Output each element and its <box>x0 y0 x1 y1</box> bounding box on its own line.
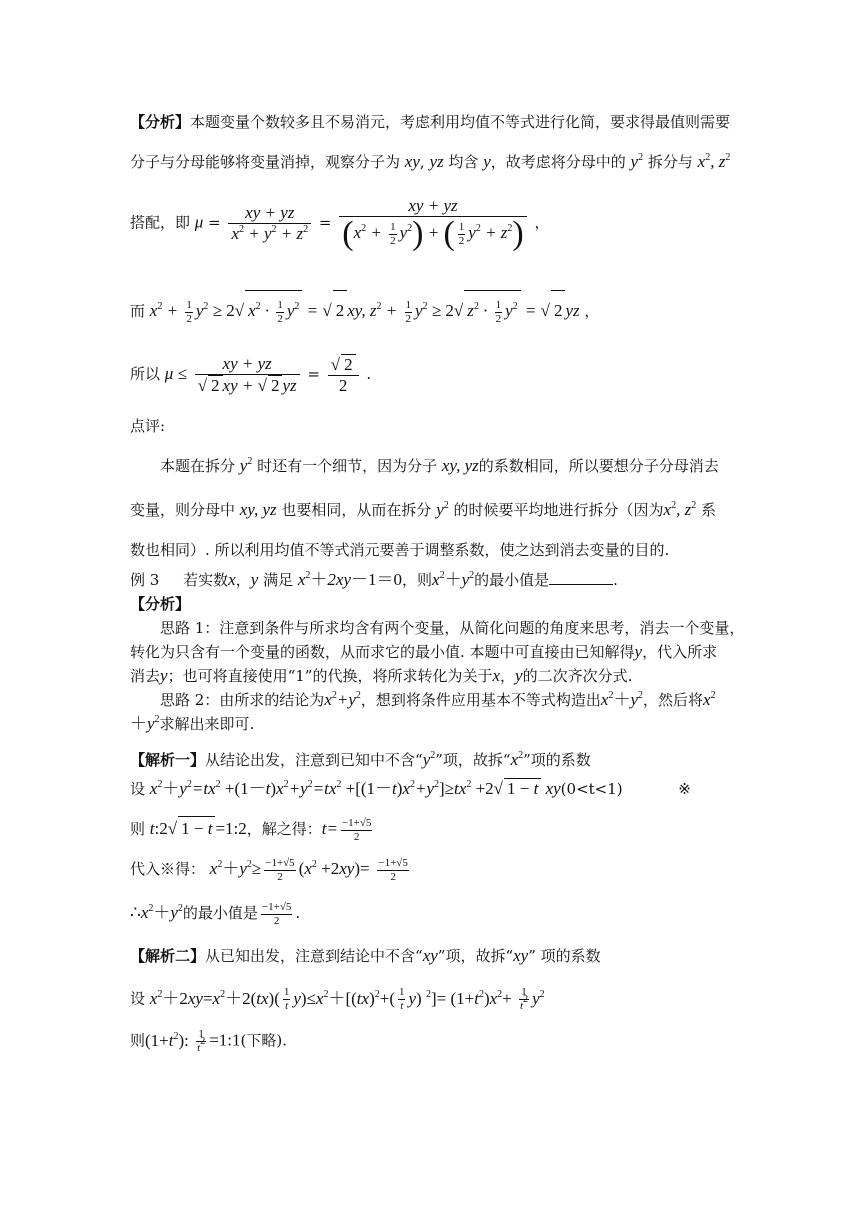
analysis-text: 而 <box>130 302 146 320</box>
comment-line-3: 数也相同）. 所以利用均值不等式消元要善于调整系数，使之达到消去变量的目的. <box>130 541 670 559</box>
solution2-set-line: 设 $x^2+2xy=x^2+2(tx)$( $\frac{1}{t}$ $y)\le x^2+[(tx)^2+$( $\frac{1}{t}$ y) $^2]= (1+t^2)x^2+$ $\frac{1}{t^2}$ $y^2$ <box>130 986 545 1012</box>
idea-text: ；也可将直接使用“1”的代换，将所求转化为关于 <box>167 667 493 685</box>
analysis-text: 搭配，即 <box>130 213 191 232</box>
analysis2-label-text: 【分析】 <box>130 595 191 613</box>
solution-text: 设 <box>130 989 146 1008</box>
idea-text: ，代入所求 <box>642 643 718 661</box>
result-fraction: $\frac{√ 2}{2}$ <box>328 354 359 396</box>
reference-mark: ※ <box>678 780 691 798</box>
comment-label: 点评: <box>130 417 166 435</box>
mu-fraction-2: xy + yz ($x^2$ + $\frac{1}{2}$ $y^2$) + ( $\frac{1}{2}$ $y^2 + z^2$) <box>339 196 527 251</box>
idea-text: 求解出来即可. <box>159 715 255 733</box>
solution-text: ，解之得： <box>246 820 322 838</box>
example-text: ，则 <box>402 571 433 589</box>
comment-text: 系 <box>701 501 717 519</box>
comment-text: 也要相同，从而在拆分 <box>281 501 432 519</box>
idea-text: 思路 2：由所求的结论为 <box>160 691 325 709</box>
solution1-hence-line: $\therefore x^2+y^2$的最小值是 $\frac{-1+√5}{2}$ . <box>130 900 301 927</box>
example-text: . <box>613 571 618 589</box>
comment-line-2: 变量，则分母中 xy, yz 也要相同，从而在拆分 $y^2$ 的时候要平均地进行拆分（因为$x^2$, $z^2$ 系 <box>130 500 717 519</box>
analysis-line-5: 所以 μ ≤ $\frac{xy + yz}{√ 2 xy + √ 2 yz}$ = $\frac{√ 2}{2}$ . <box>130 354 372 395</box>
example-text: ， <box>235 571 251 589</box>
comment-text: 变量，则分母中 <box>130 501 236 519</box>
solution-text: (下略). <box>240 1031 287 1050</box>
example-text: 的最小值是 <box>474 571 550 589</box>
solution1-set-line: 设 $x^2+y^2=tx^2 +(1-t)x^2+y^2=tx^2 +[(1-t)x^2+y^2]\ge tx^2 +2√$ 1 − t xy(0<t<1) ※ <box>130 779 691 798</box>
solution-text: ”项，故拆“ <box>435 751 511 769</box>
solution-text: 则 <box>130 1031 146 1050</box>
analysis2-label <box>130 594 190 614</box>
solution-text: ” 项的系数 <box>528 947 601 965</box>
solution-text: 则 <box>130 820 146 838</box>
idea2-line-1: 思路 2：由所求的结论为$x^2+y^2$，想到将条件应用基本不等式构造出$x^2+y^2$，然后将$x^2$ <box>160 690 716 709</box>
analysis-text: 均含 <box>448 153 479 171</box>
analysis-text: 分子与分母能够将变量消掉，观察分子为 <box>130 153 401 171</box>
analysis-text: ，故考虑将分母中的 <box>490 153 626 171</box>
solution-text: 设 <box>130 780 146 798</box>
analysis-text: 拆分与 <box>647 153 693 171</box>
comment-text: 的系数相同，所以要想分子分母消去 <box>478 457 719 475</box>
analysis-text: 所以 <box>130 365 161 383</box>
solution-text: ”项，故拆“ <box>437 947 514 965</box>
solution-text: 的最小值是 <box>182 904 258 922</box>
idea2-line-2: $+y^2$求解出来即可. <box>130 714 255 733</box>
idea-text: 消去 <box>130 667 161 685</box>
comment-line-1: 本题在拆分 $y^2$ 时还有一个细节，因为分子 xy, yz的系数相同，所以要想分子分母消去 <box>160 456 719 475</box>
idea-text: 转化为只含有一个变量的函数，从而求它的最小值. 本题中可直接由已知解得 <box>130 643 635 661</box>
example-3: 例 3 若实数x，y 满足 $x^2+2xy-1=0$，则$x^2+y^2$的最小值是 . <box>130 570 618 589</box>
mu-bound-fraction: $\frac{xy + yz}{√ 2 xy + √ 2 yz}$ <box>195 354 300 396</box>
example-label: 例 3 <box>130 571 160 589</box>
example-text: 若实数 <box>183 571 229 589</box>
solution2-label: 【解析二】 <box>130 947 206 965</box>
comment-text: 时还有一个细节，因为分子 <box>257 457 438 475</box>
example-text: 满足 <box>263 571 294 589</box>
mu-fraction-1: $\frac{xy + yz}{x^2 + y^2 + z^2}$ <box>228 203 311 244</box>
analysis-line-3: 搭配，即 μ = $\frac{xy + yz}{x^2 + y^2 + z^2}$ = xy + yz ($x^2$ + $\frac{1}{2}$ $y^2$) + ( $\frac{1}{2}$ $y^2 + z^2$) ， <box>130 196 550 252</box>
solution-text: ”项的系数 <box>523 751 591 769</box>
solution-text: 从已知出发，注意到结论中不含“ <box>205 947 423 965</box>
answer-blank[interactable] <box>549 570 613 585</box>
comment-text: 的时候要平均地进行拆分（因为 <box>453 501 664 519</box>
analysis-line-1 <box>130 112 730 132</box>
idea1-line-1: 思路 1：注意到条件与所求均含有两个变量，从简化问题的角度来思考，消去一个变量， <box>160 619 745 637</box>
solution1-label: 【解析一】 <box>130 751 206 769</box>
solution1-sub-line: 代入※得： $x^2+y^2\ge$ $\frac{-1+√5}{2}$ $(x^2 +2xy)=$ $\frac{-1+√5}{2}$ <box>130 856 408 883</box>
idea-text: ，然后将 <box>643 691 704 709</box>
idea1-line-3: 消去y；也可将直接使用“1”的代换，将所求转化为关于x，y的二次齐次分式. <box>130 666 633 685</box>
analysis-line-4: 而 $x^2$ + $\frac{1}{2}$ $y^2 \ge 2√$ $x^2$ · $\frac{1}{2}$ $y^2$ = √ 2 xy, $z^2$ + $\frac{1}{2}$ $y^2 \ge 2√$ $z^2$ · $\frac{1}{2}$ $y^2$ = √ 2 yz ， <box>130 290 599 331</box>
analysis-text: 本题变量个数较多且不易消元，考虑利用均值不等式进行化简，要求得最值则需要 <box>190 113 731 131</box>
idea-text: 的二次齐次分式. <box>522 667 633 685</box>
solution-text: 代入※得： <box>130 860 206 878</box>
analysis-line-2: 分子与分母能够将变量消掉，观察分子为 xy, yz 均含 y，故考虑将分母中的 $y^2$ 拆分与 $x^2$, $z^2$ <box>130 152 731 171</box>
solution2-then-line: 则$(1+t^2)$: $\frac{1}{t^2}$ =1:1(下略). <box>130 1028 287 1054</box>
solution-text: 从结论出发，注意到已知中不含“ <box>205 751 423 769</box>
comment-text: 本题在拆分 <box>160 457 236 475</box>
analysis-label: 【分析】 <box>130 113 191 131</box>
solution-text: (0<t<1) <box>560 780 623 798</box>
solution1-then-line: 则 t:2√ 1 − t =1:2，解之得：t= $\frac{-1+√5}{2}$ <box>130 816 372 843</box>
solution2-intro: 【解析二】从已知出发，注意到结论中不含“xy”项，故拆“xy” 项的系数 <box>130 946 601 965</box>
idea1-line-2: 转化为只含有一个变量的函数，从而求它的最小值. 本题中可直接由已知解得y，代入所求 <box>130 642 718 661</box>
solution1-intro: 【解析一】从结论出发，注意到已知中不含“$y^2$”项，故拆“$x^2$”项的系数 <box>130 750 591 769</box>
idea-text: ，想到将条件应用基本不等式构造出 <box>360 691 601 709</box>
